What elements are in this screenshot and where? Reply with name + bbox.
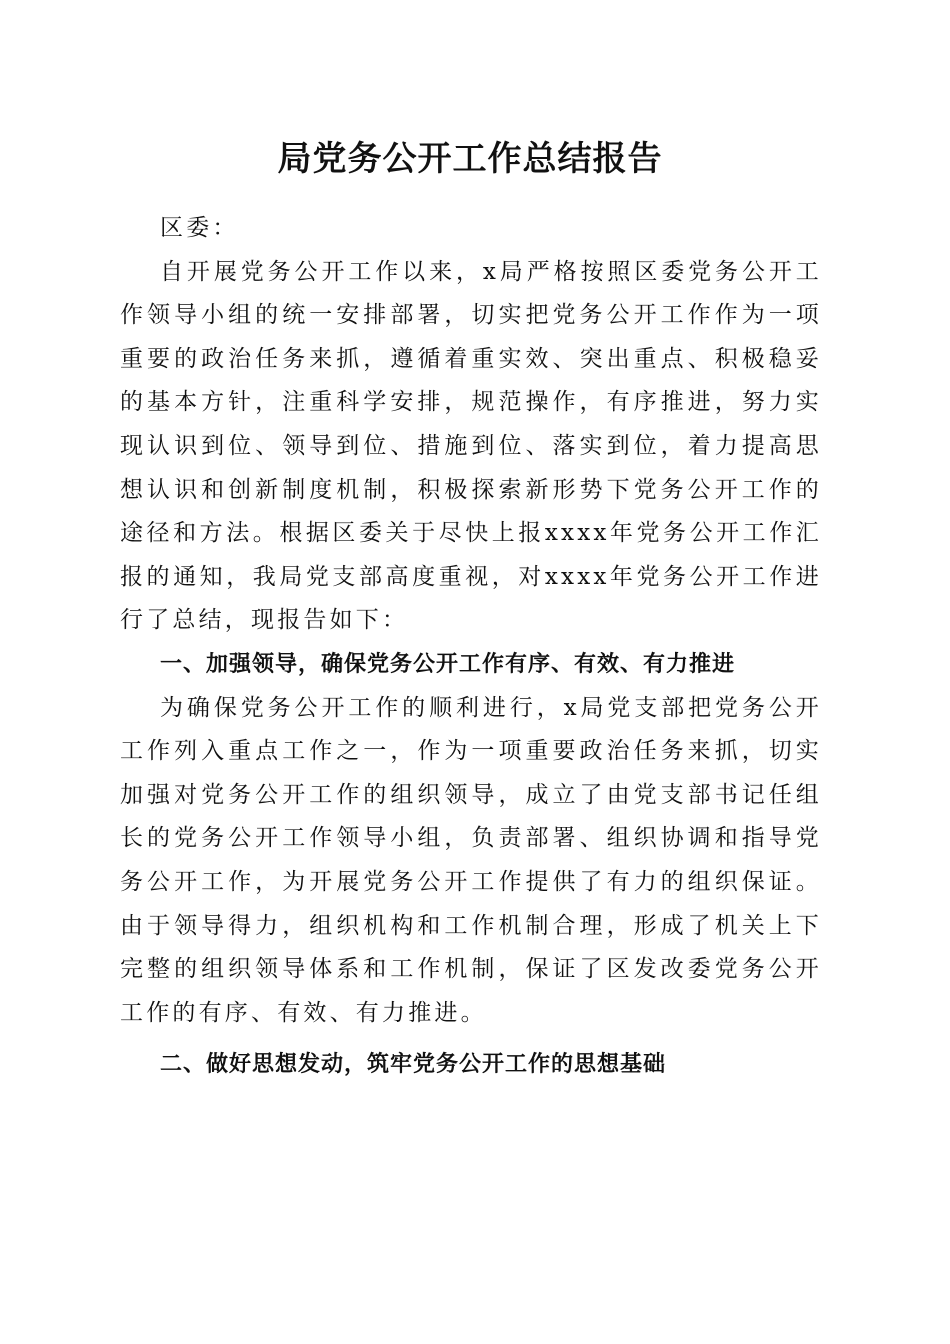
salutation: 区委： — [160, 215, 239, 241]
section-heading-2: 二、做好思想发动，筑牢党务公开工作的思想基础 — [160, 1052, 667, 1078]
document-body — [120, 207, 822, 1087]
document-title: 局党务公开工作总结报告 — [277, 139, 663, 179]
section-heading-1: 一、加强领导，确保党务公开工作有序、有效、有力推进 — [160, 651, 736, 677]
section-1-paragraph: 为确保党务公开工作的顺利进行，x局党支部把党务公开工作列入重点工作之一，作为一项重要政治任务来抓，切实加强对党务公开工作的组织领导，成立了由党支部书记任组长的党务公开工作领导小组，负责部署、组织协调和指导党务公开工作，为开展党务公开工作提供了有力的组织保证。由于领导得力，组织机构和工作机制合理，形成了机关上下完整的组织领导体系和工作机制，保证了区发改委党务公开工作的有序、有效、有力推进。 — [120, 694, 822, 1026]
intro-paragraph: 自开展党务公开工作以来，x局严格按照区委党务公开工作领导小组的统一安排部署，切实把党务公开工作作为一项重要的政治任务来抓，遵循着重实效、突出重点、积极稳妥的基本方针，注重科学安排，规范操作，有序推进，努力实现认识到位、领导到位、措施到位、落实到位，着力提高思想认识和创新制度机制，积极探索新形势下党务公开工作的途径和方法。根据区委关于尽快上报xxxx年党务公开工作汇报的通知，我局党支部高度重视，对xxxx年党务公开工作进行了总结，现报告如下： — [120, 258, 822, 634]
